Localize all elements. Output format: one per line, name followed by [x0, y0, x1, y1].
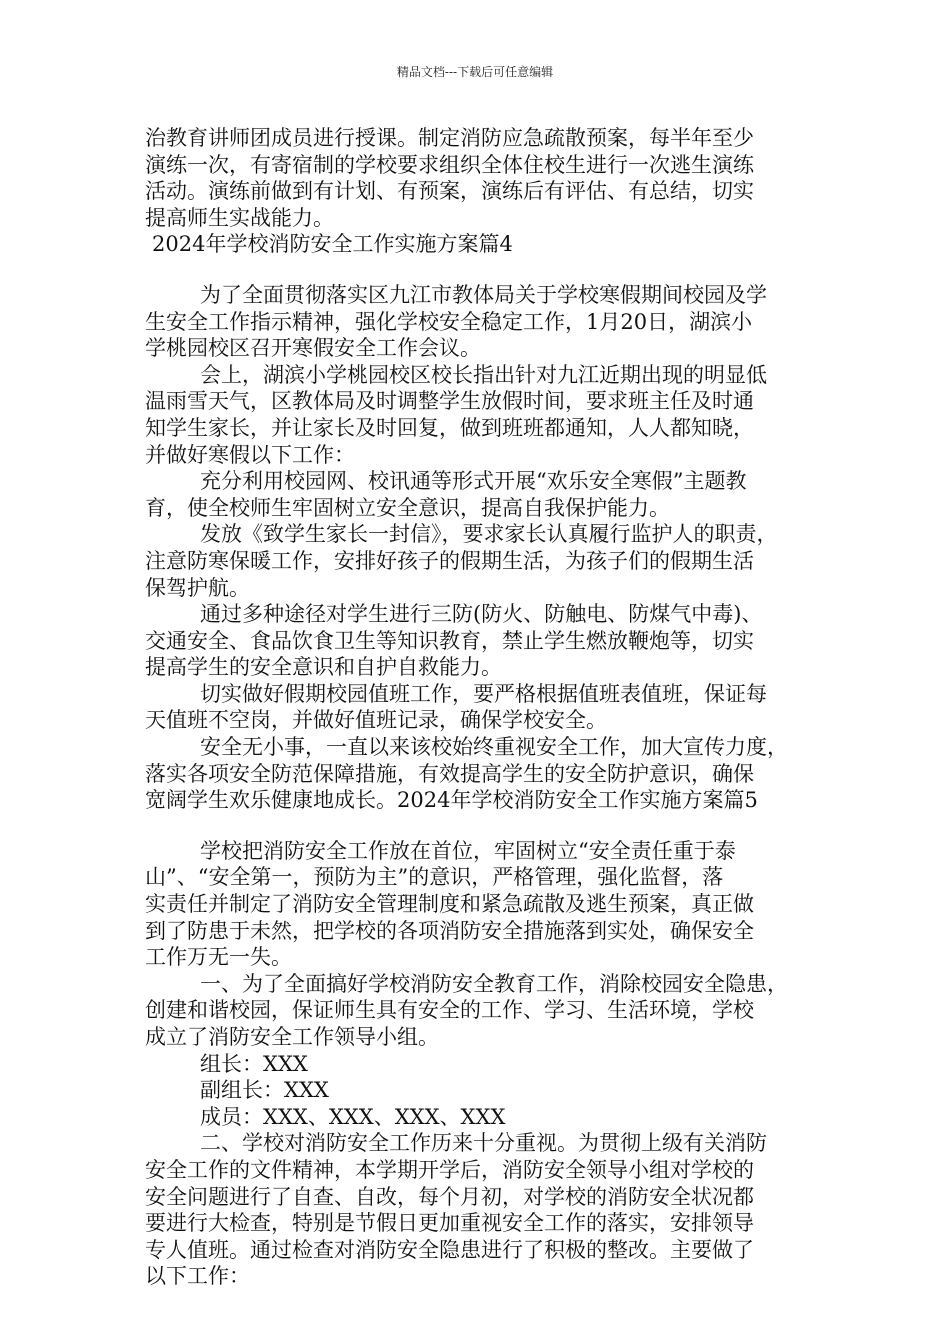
text-line: 发放《致学生家长一封信》，要求家长认真履行监护人的职责，	[200, 522, 778, 547]
text-line: 实责任并制定了消防安全管理制度和紧急疏散及逃生预案，真正做	[145, 892, 754, 917]
text-line: 组长：XXX	[200, 1051, 308, 1076]
text-line: 学校把消防安全工作放在首位，牢固树立“安全责任重于泰	[200, 838, 736, 863]
text-line: 安全工作的文件精神，本学期开学后，消防安全领导小组对学校的	[145, 1157, 754, 1182]
text-line: 安全无小事，一直以来该校始终重视安全工作，加大宣传力度，	[200, 735, 788, 760]
text-line: 知学生家长，并让家长及时回复，做到班班都通知，人人都知晓，	[145, 415, 754, 440]
text-line: 以下工作：	[145, 1264, 250, 1289]
text-line: 创建和谐校园，保证师生具有安全的工作、学习、生活环境，学校	[145, 998, 754, 1023]
text-line: 治教育讲师团成员进行授课。制定消防应急疏散预案，每半年至少	[145, 126, 754, 150]
text-line: 演练一次，有寄宿制的学校要求组织全体住校生进行一次逃生演练	[145, 152, 754, 177]
text-line: 提高学生的安全意识和自护自救能力。	[145, 655, 502, 680]
page-header: 精品文档---下载后可任意编辑	[396, 65, 554, 79]
text-line: 活动。演练前做到有计划、有预案，演练后有评估、有总结，切实	[145, 179, 754, 204]
text-line: 提高师生实战能力。	[145, 205, 334, 230]
text-line: 并做好寒假以下工作：	[145, 442, 355, 467]
text-line: 落实各项安全防范保障措施，有效提高学生的安全防护意识，确保	[145, 761, 754, 786]
paragraph-gap	[145, 814, 825, 838]
text-line: 到了防患于未然，把学校的各项消防安全措施落到实处，确保安全	[145, 918, 754, 943]
text-line: 充分利用校园网、校讯通等形式开展“欢乐安全寒假”主题教	[200, 469, 747, 494]
text-line: 宽阔学生欢乐健康地成长。2024年学校消防安全工作实施方案篇5	[145, 788, 758, 813]
text-line: 交通安全、食品饮食卫生等知识教育，禁止学生燃放鞭炮等，切实	[145, 628, 754, 653]
text-line: 成员：XXX、XXX、XXX、XXX	[200, 1104, 506, 1129]
text-line: 学桃园校区召开寒假安全工作会议。	[145, 336, 481, 361]
text-line: 成立了消防安全工作领导小组。	[145, 1025, 439, 1049]
paragraph-gap	[145, 258, 825, 282]
text-line: 会上，湖滨小学桃园校区校长指出针对九江近期出现的明显低	[200, 362, 767, 387]
document-body	[145, 125, 825, 1290]
text-line: 山”、“安全第一，预防为主”的意识，严格管理，强化监督，落	[145, 865, 724, 890]
text-line: 二、学校对消防安全工作历来十分重视。为贯彻上级有关消防	[200, 1131, 767, 1156]
text-line: 保驾护航。	[145, 575, 250, 600]
text-line: 副组长：XXX	[200, 1078, 329, 1103]
text-line: 为了全面贯彻落实区九江市教体局关于学校寒假期间校园及学	[200, 282, 767, 307]
text-line: 生安全工作指示精神，强化学校安全稳定工作，1月20日，湖滨小	[145, 309, 753, 334]
text-line: 天值班不空岗，并做好值班记录，确保学校安全。	[145, 708, 607, 733]
text-line: 要进行大检查，特别是节假日更加重视安全工作的落实，安排领导	[145, 1211, 754, 1236]
text-line: 温雨雪天气，区教体局及时调整学生放假时间，要求班主任及时通	[145, 389, 754, 414]
text-line: 专人值班。通过检查对消防安全隐患进行了积极的整改。主要做了	[145, 1237, 754, 1262]
text-line: 通过多种途径对学生进行三防(防火、防触电、防煤气中毒)、	[200, 602, 763, 627]
text-line: 切实做好假期校园值班工作，要严格根据值班表值班，保证每	[200, 681, 767, 706]
text-line: 注意防寒保暖工作，安排好孩子的假期生活，为孩子们的假期生活	[145, 548, 754, 573]
text-line: 一、为了全面搞好学校消防安全教育工作，消除校园安全隐患，	[200, 971, 788, 996]
text-line: 安全问题进行了自查、自改，每个月初，对学校的消防安全状况都	[145, 1184, 754, 1209]
section-heading: 2024年学校消防安全工作实施方案篇4	[152, 232, 513, 257]
text-line: 育，使全校师生牢固树立安全意识，提高自我保护能力。	[145, 495, 670, 520]
text-line: 工作万无一失。	[145, 945, 292, 970]
